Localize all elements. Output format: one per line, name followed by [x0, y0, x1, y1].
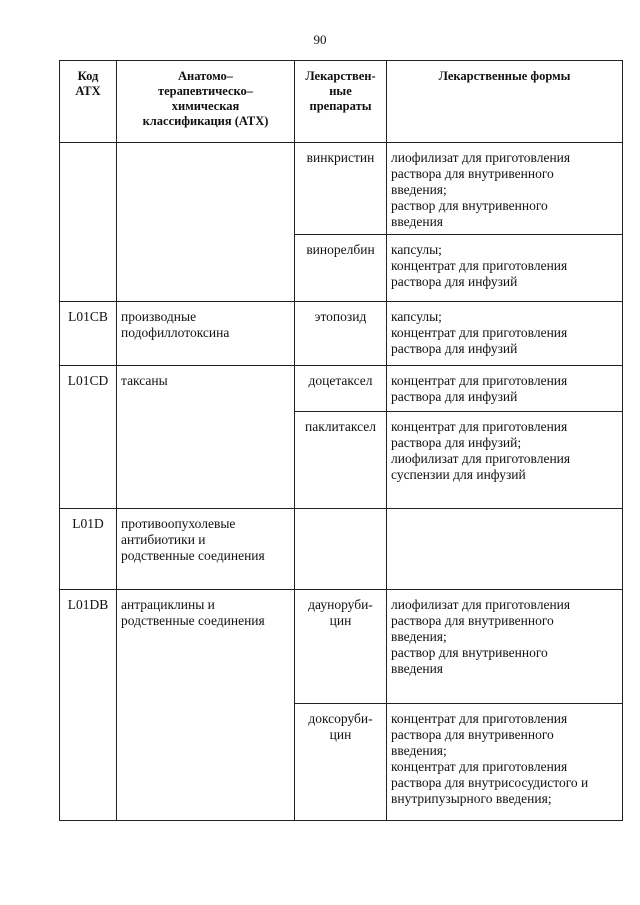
form-line: концентрат для приготовления [391, 325, 568, 340]
form-line: концентрат для приготовления [391, 419, 568, 434]
form-line: концентрат для приготовления [391, 373, 568, 388]
drug-name: доксоруби- [308, 711, 373, 726]
drug-name: винкристин [306, 150, 375, 165]
classification-cell [117, 366, 295, 509]
forms-cell [387, 704, 623, 821]
form-line: введения [391, 214, 444, 229]
classification-line: подофиллотоксина [121, 325, 230, 340]
form-line: введения; [391, 629, 447, 644]
form-line: внутрипузырного введения; [391, 791, 552, 806]
drug-name: этопозид [314, 309, 367, 324]
header-classification-line: Анатомо– [178, 69, 233, 83]
drug-name: дауноруби- [308, 597, 373, 612]
header-classification-line: классификация (АТХ) [142, 114, 269, 128]
form-line: введения; [391, 182, 447, 197]
header-code-line: АТХ [75, 84, 101, 98]
drug-name: винорелбин [306, 242, 375, 257]
header-drugs-line: Лекарствен- [305, 69, 376, 83]
header-code [60, 61, 117, 143]
forms-cell [387, 235, 623, 302]
form-line: лиофилизат для приготовления [391, 150, 571, 165]
table-row [60, 302, 623, 366]
code-cell [60, 509, 117, 590]
form-line: суспензии для инфузий [391, 467, 526, 482]
drug-cell [295, 143, 387, 235]
form-line: раствор для внутривенного [391, 198, 548, 213]
classification-cell [117, 143, 295, 302]
header-code-line: Код [77, 69, 99, 83]
form-line: раствора для внутрисосудистого и [391, 775, 589, 790]
form-line: капсулы; [391, 309, 442, 324]
form-line: концентрат для приготовления [391, 711, 568, 726]
classification-line: родственные соединения [121, 613, 265, 628]
drug-name: цин [329, 613, 352, 628]
header-forms-line: Лекарственные формы [438, 69, 571, 83]
code-cell [60, 143, 117, 302]
table-header-row [60, 61, 623, 143]
form-line: раствор для внутривенного [391, 645, 548, 660]
header-drugs-line: ные [329, 84, 352, 98]
classification-cell [117, 590, 295, 821]
drug-name: паклитаксел [305, 419, 376, 434]
form-line: раствора для инфузий; [391, 435, 522, 450]
classification-line: противоопухолевые [121, 516, 236, 531]
code-cell [60, 366, 117, 509]
drug-cell [295, 704, 387, 821]
forms-cell [387, 143, 623, 235]
table-row [60, 143, 623, 235]
classification-line: антибиотики и [121, 532, 206, 547]
form-line: введения [391, 661, 444, 676]
form-line: раствора для внутривенного [391, 613, 554, 628]
drug-cell [295, 366, 387, 412]
atx-code: L01CB [68, 309, 108, 324]
drug-name: цин [329, 727, 352, 742]
form-line: раствора для инфузий [391, 274, 518, 289]
table-row [60, 366, 623, 412]
forms-cell [387, 412, 623, 509]
drug-cell [295, 302, 387, 366]
form-line: раствора для инфузий [391, 341, 518, 356]
form-line: введения; [391, 743, 447, 758]
form-line: раствора для внутривенного [391, 166, 554, 181]
header-classification [117, 61, 295, 143]
page-number: 90 [313, 32, 327, 47]
drug-cell [295, 590, 387, 704]
header-drugs-line: препараты [309, 99, 372, 113]
classification-cell [117, 509, 295, 590]
header-classification-line: химическая [171, 99, 240, 113]
form-line: капсулы; [391, 242, 442, 257]
classification-cell [117, 302, 295, 366]
drug-cell [295, 235, 387, 302]
drug-cell [295, 412, 387, 509]
atx-code: L01CD [67, 373, 109, 388]
classification-line: родственные соединения [121, 548, 265, 563]
forms-cell [387, 366, 623, 412]
code-cell [60, 302, 117, 366]
form-line: лиофилизат для приготовления [391, 597, 571, 612]
atx-table [59, 60, 623, 821]
forms-cell [387, 590, 623, 704]
form-line: раствора для внутривенного [391, 727, 554, 742]
header-drugs [295, 61, 387, 143]
forms-cell [387, 509, 623, 590]
form-line: лиофилизат для приготовления [391, 451, 571, 466]
drug-name: доцетаксел [308, 373, 373, 388]
header-forms [387, 61, 623, 143]
classification-line: таксаны [121, 373, 168, 388]
code-cell [60, 590, 117, 821]
classification-line: антрациклины и [121, 597, 215, 612]
atx-code: L01DB [67, 597, 109, 612]
header-classification-line: терапевтическо– [157, 84, 254, 98]
form-line: концентрат для приготовления [391, 759, 568, 774]
drug-cell [295, 509, 387, 590]
form-line: раствора для инфузий [391, 389, 518, 404]
atx-code: L01D [72, 516, 104, 531]
table-row [60, 590, 623, 704]
forms-cell [387, 302, 623, 366]
table-row [60, 509, 623, 590]
classification-line: производные [121, 309, 197, 324]
form-line: концентрат для приготовления [391, 258, 568, 273]
